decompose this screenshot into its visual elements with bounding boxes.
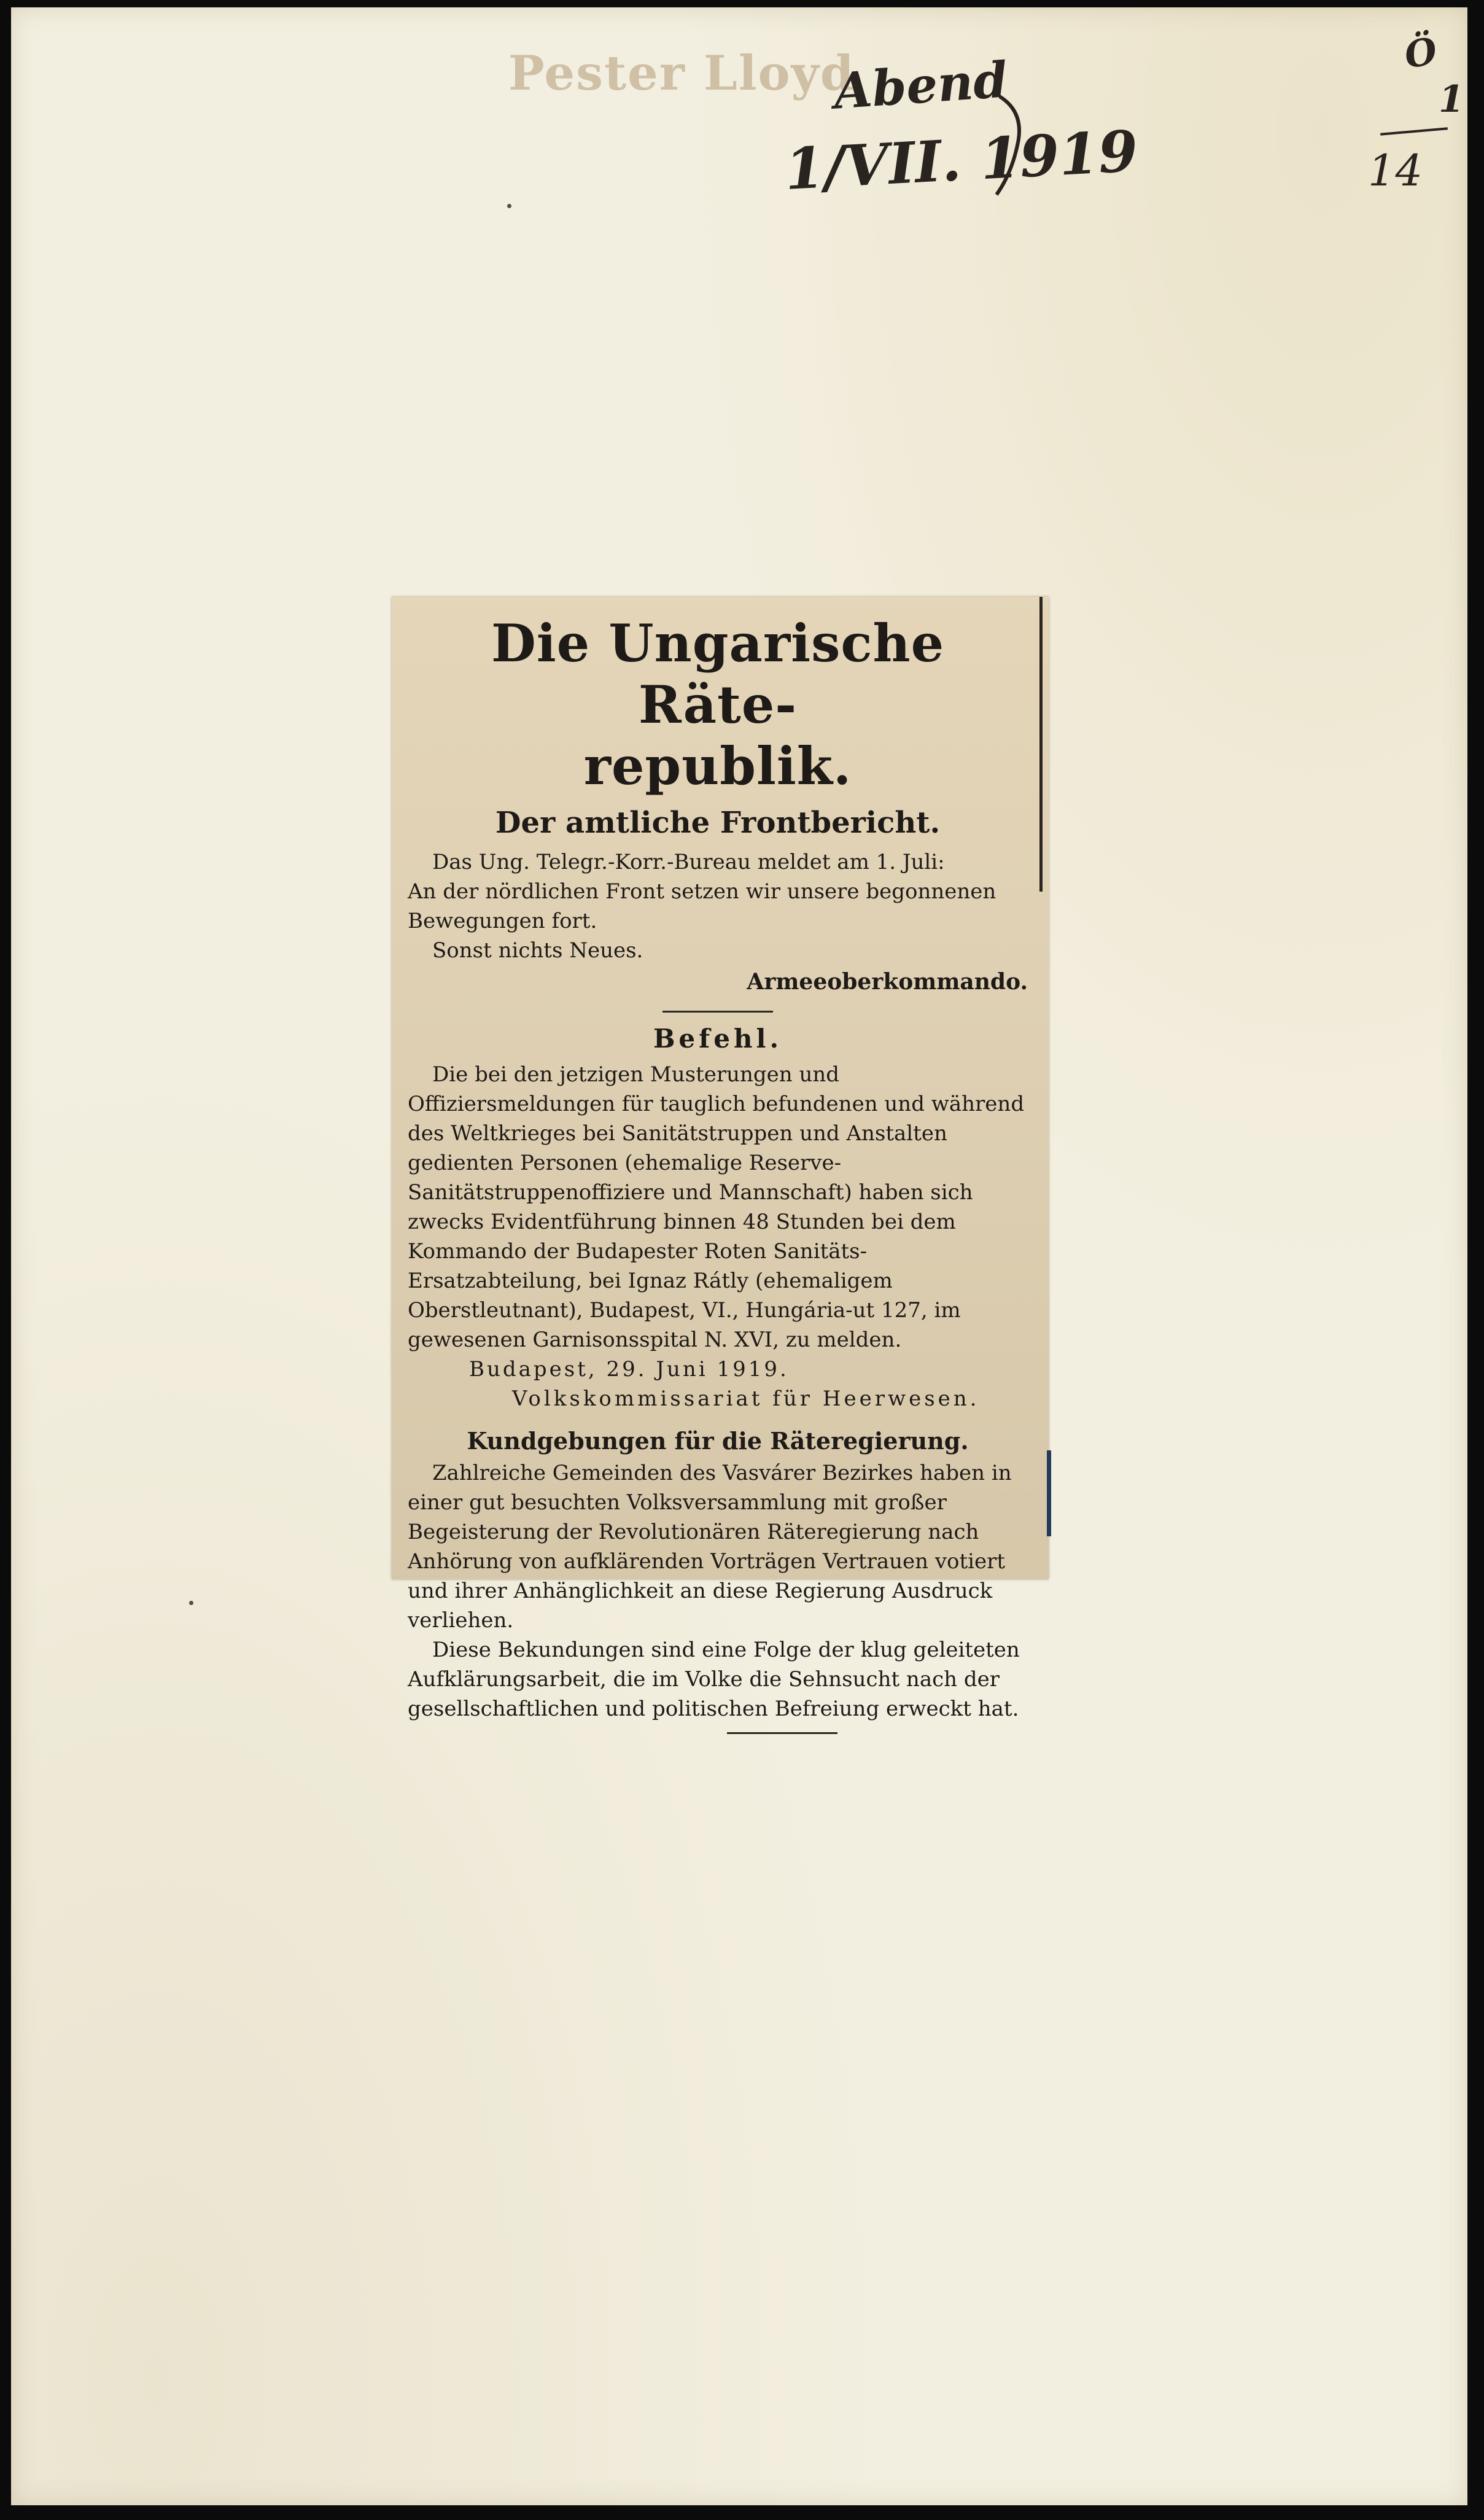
headline-line-2: republik. (583, 736, 852, 796)
rally-paragraph-2: Diese Bekundungen sind eine Folge der klug geleiteten Aufklärungsarbeit, die im Volke die Sehnsucht nach der gesellschaftlichen und politischen Befreiung erweckt hat. (408, 1638, 1020, 1721)
order-text: Die bei den jetzigen Musterungen und Offiziersmeldungen für tauglich befundenen und während des Weltkrieges bei Sanitätstruppen und Anstalten gedienten Personen (ehemalige Reserve-Sanitätstruppenoffiziere und Mannschaft) haben sich zwecks Evidentführung binnen 48 Stunden bei dem Kommando der Budapester Roten Sanitäts-Ersatzabteilung, bei Ignaz Rátly (ehemaligem Oberstleutnant), Budapest, VI., Hungária-ut 127, im gewesenen Garnisonsspital N. XVI, zu melden. (408, 1062, 1025, 1352)
subheadline: Der amtliche Frontbericht. (495, 806, 941, 840)
handwritten-corner-mark: Ö (1401, 29, 1440, 78)
headline (408, 613, 1028, 797)
newspaper-clipping (392, 597, 1049, 1721)
paper-speck (507, 204, 511, 208)
report-line: An der nördlichen Front setzen wir unsere begonnenen (408, 879, 996, 904)
handwritten-edition: Abend (832, 50, 1009, 120)
order-date: Budapest, 29. Juni 1919. (469, 1357, 789, 1382)
report-signature: Armeeoberkommando. (747, 969, 1028, 995)
rally-paragraph-1: Zahlreiche Gemeinden des Vasvárer Bezirkes haben in einer gut besuchten Volksversammlung mit großer Begeisterung der Revolutionären Räteregierung nach Anhörung von aufklärenden Vorträgen Vertrauen votiert und ihrer Anhänglichkeit an diese Regierung Ausdruck verliehen. (408, 1461, 1012, 1633)
order-signature: Volkskommissariat für Heerwesen. (512, 1386, 980, 1411)
report-line: Sonst nichts Neues. (432, 938, 643, 963)
archive-sheet (11, 7, 1467, 2505)
report-line: Bewegungen fort. (408, 909, 597, 933)
handwritten-page-number: 14 (1368, 146, 1423, 196)
paper-speck (189, 1601, 193, 1605)
newspaper-stamp: Pester Lloyd (508, 45, 855, 101)
order-title: Befehl. (653, 1024, 783, 1054)
handwritten-corner-number: 1 (1439, 78, 1464, 121)
column-rule (1039, 597, 1043, 892)
headline-line-1: Die Ungarische Räte- (491, 613, 945, 735)
rally-title: Kundgebungen für die Räteregierung. (467, 1427, 969, 1455)
report-line: Das Ung. Telegr.-Korr.-Bureau meldet am 1. Juli: (432, 850, 945, 874)
section-divider (662, 1011, 773, 1013)
handwritten-rule (1380, 127, 1448, 136)
bottom-rule (727, 1732, 837, 1734)
column-rule (1047, 1450, 1051, 1536)
handwritten-bracket-icon (993, 93, 1030, 198)
handwritten-date: 1/VII. 1919 (783, 118, 1140, 203)
